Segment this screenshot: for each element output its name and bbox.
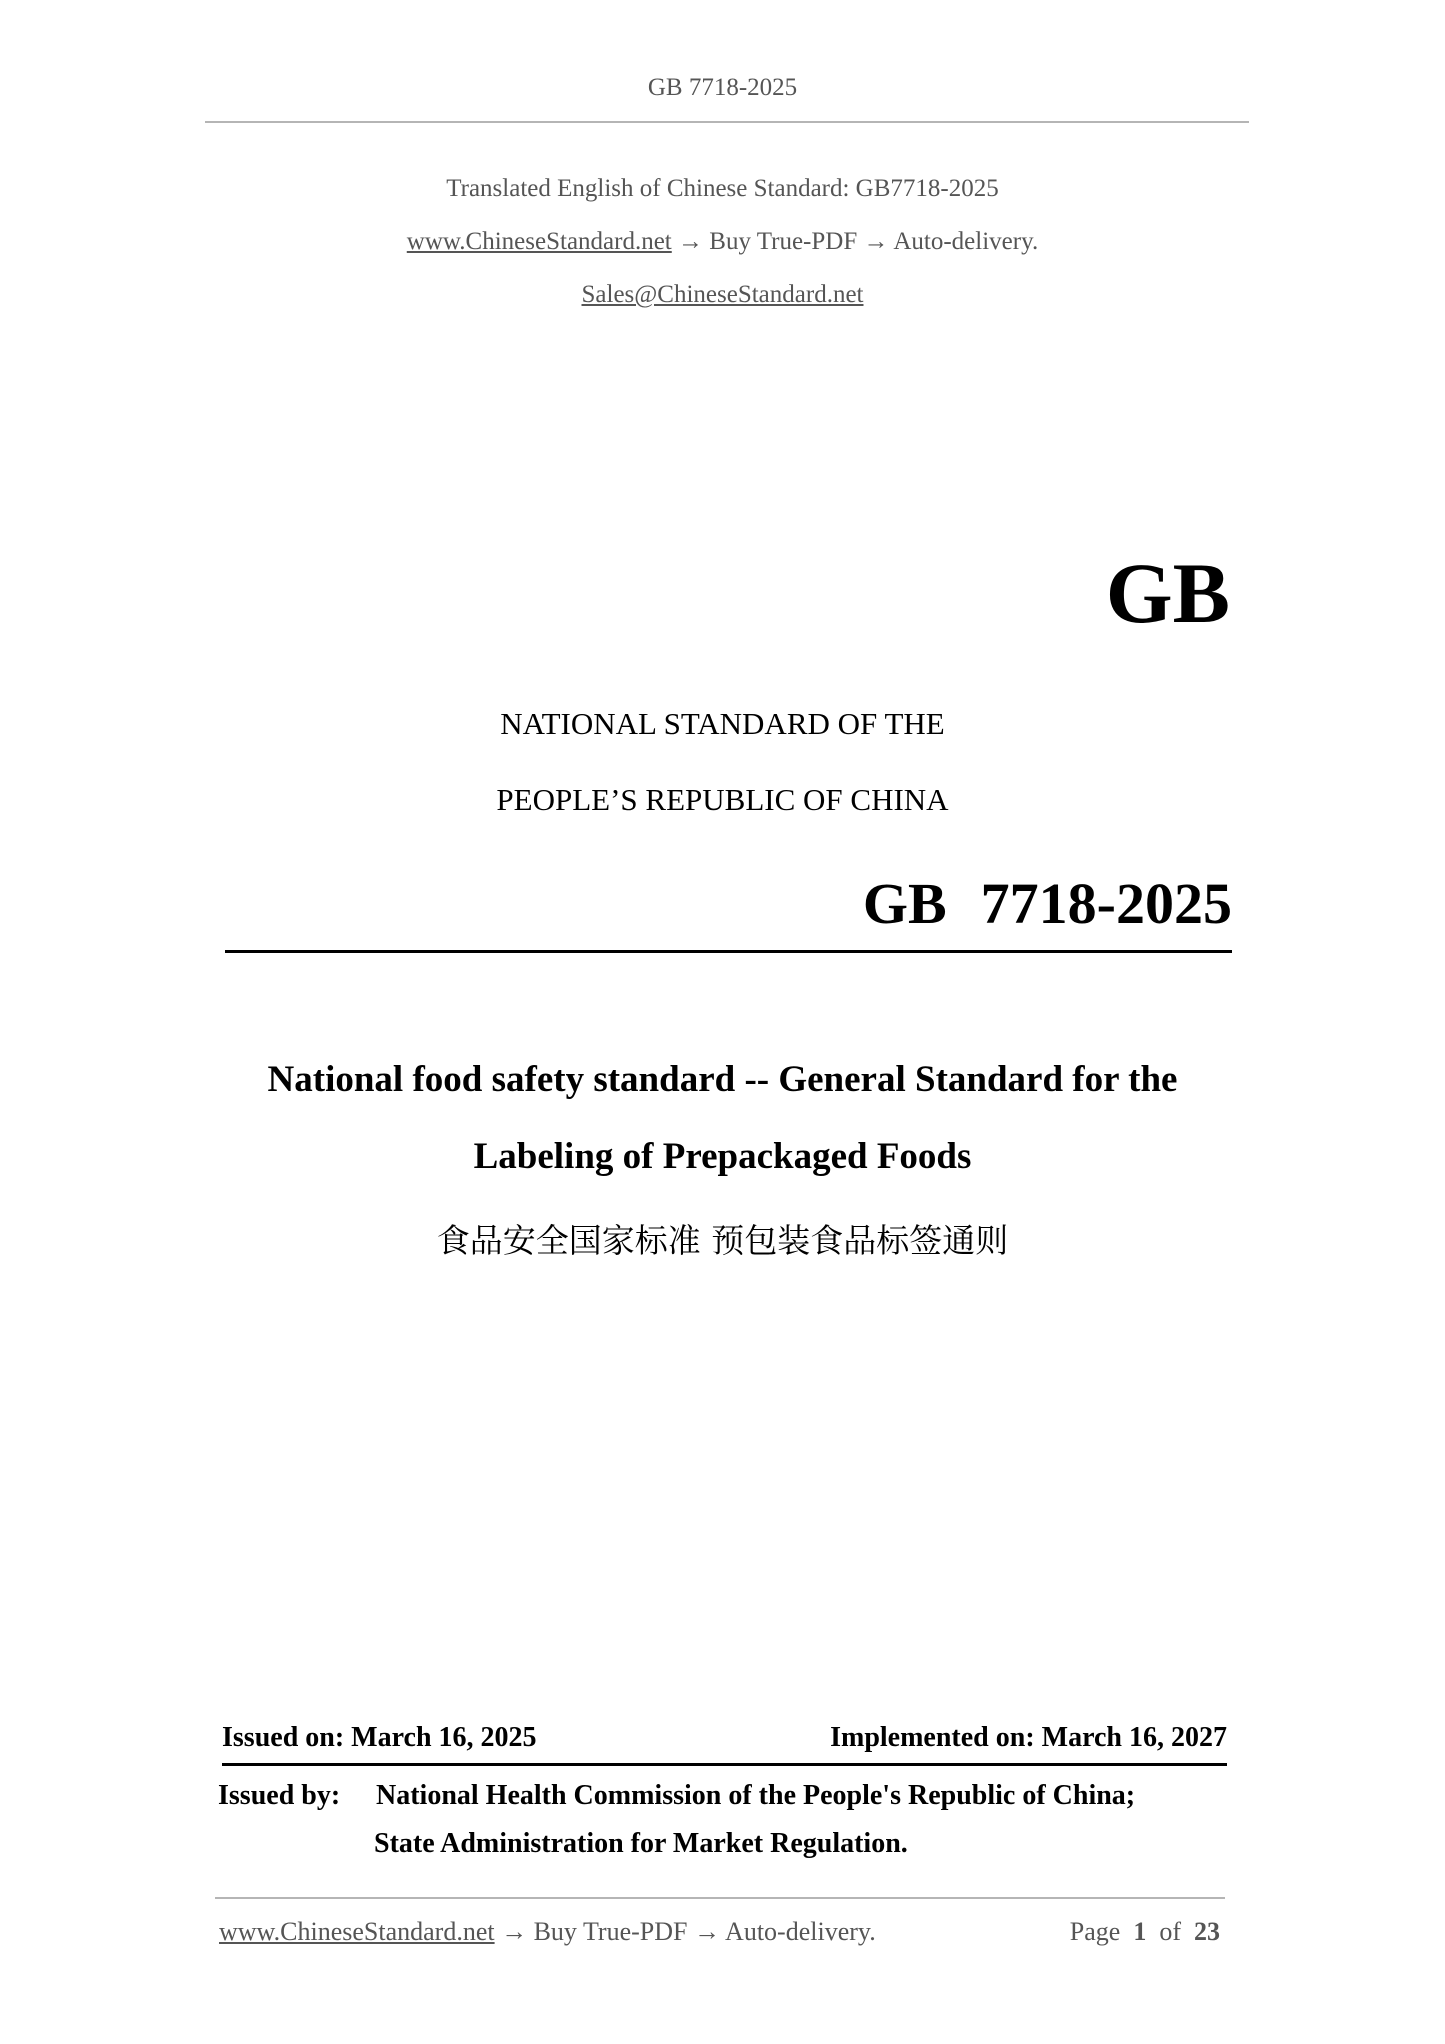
- buy-text: → Buy True-PDF → Auto-delivery.: [678, 228, 1039, 255]
- footer-purchase-line: [219, 1917, 876, 1947]
- page-total: 23: [1194, 1917, 1220, 1946]
- footer-buy-text: → Buy True-PDF → Auto-delivery.: [501, 1917, 876, 1946]
- issued-by-label: Issued by:: [218, 1780, 341, 1811]
- implemented-label: Implemented on:: [830, 1722, 1035, 1753]
- chinese-title: 食品安全国家标准 预包装食品标签通则: [436, 1221, 1009, 1260]
- code-number: 7718-2025: [980, 871, 1232, 936]
- code-prefix: GB: [862, 871, 947, 936]
- site-link[interactable]: www.ChineseStandard.net: [406, 228, 672, 255]
- national-standard-line-1: NATIONAL STANDARD OF THE: [500, 706, 945, 741]
- issuer-line-1: National Health Commission of the People's Republic of China;: [376, 1780, 1136, 1811]
- issued-date: March 16, 2025: [351, 1722, 537, 1753]
- issuer-line-2: State Administration for Market Regulation.: [374, 1828, 908, 1859]
- sales-email-link[interactable]: Sales@ChineseStandard.net: [581, 281, 864, 308]
- issued-label: Issued on:: [222, 1722, 345, 1753]
- standard-code: [862, 871, 1232, 936]
- implemented-on: [830, 1722, 1227, 1754]
- page-indicator: [1070, 1917, 1220, 1947]
- issued-on: [222, 1722, 537, 1754]
- gb-logo: GB: [1105, 545, 1230, 641]
- footer-divider: [215, 1897, 1225, 1899]
- page-label: Page: [1069, 1917, 1121, 1946]
- purchase-line: [0, 228, 1445, 256]
- title-line-1: National food safety standard -- General Standard for the: [267, 1059, 1178, 1100]
- header-divider: [205, 121, 1249, 123]
- translation-note: Translated English of Chinese Standard: GB7718-2025: [446, 175, 999, 202]
- code-underline: [225, 950, 1232, 953]
- title-line-2: Labeling of Prepackaged Foods: [473, 1136, 972, 1177]
- email-line: [0, 281, 1445, 309]
- implemented-date: March 16, 2027: [1041, 1722, 1227, 1753]
- running-header: GB 7718-2025: [647, 74, 798, 101]
- page-number: 1: [1133, 1917, 1147, 1946]
- footer-site-link[interactable]: www.ChineseStandard.net: [219, 1917, 495, 1946]
- of-label: of: [1159, 1917, 1181, 1946]
- national-standard-line-2: PEOPLE’S REPUBLIC OF CHINA: [496, 782, 949, 817]
- dates-underline: [222, 1763, 1227, 1766]
